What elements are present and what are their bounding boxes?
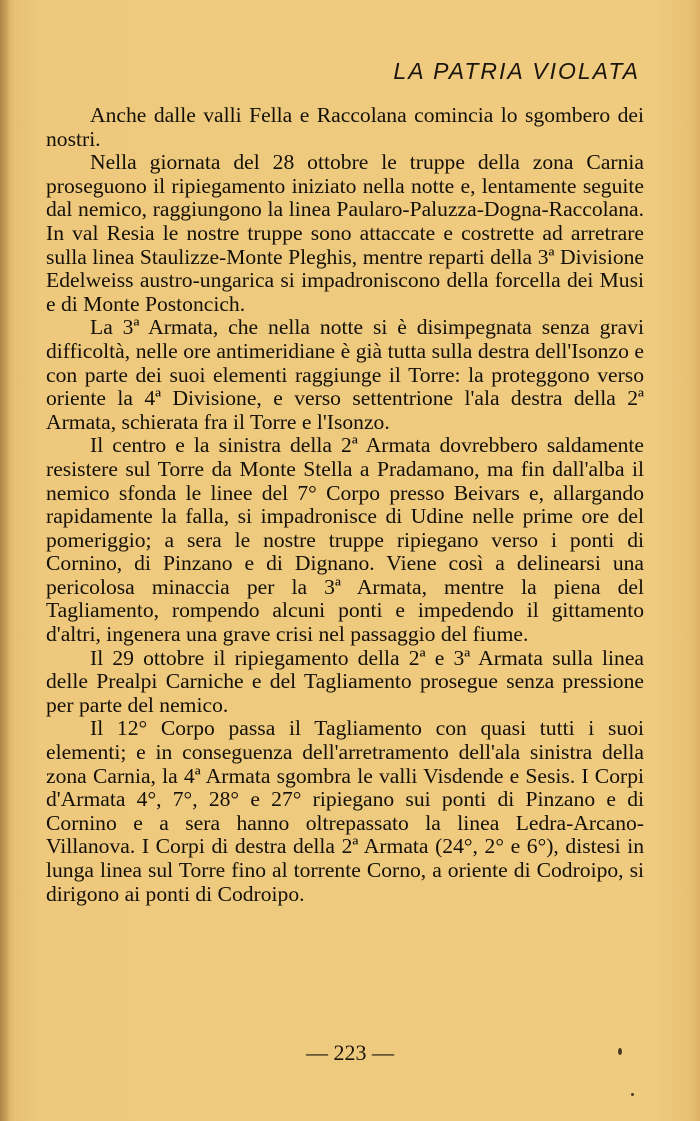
body-text: [46, 104, 644, 906]
paragraph: Nella giornata del 28 ottobre le truppe della zona Carnia proseguono il ripiegamento iniziato nella notte e, lentamente seguite dal nemico, raggiungono la linea Paularo-Paluzza-Dogna-Raccolana. In val Resia le nostre truppe sono attaccate e costrette ad arretrare sulla linea Staulizze-Monte Pleghis, mentre reparti della 3ª Divisione Edelweiss austro-ungarica si impadroniscono della forcella dei Musi e di Monte Postoncich.: [46, 150, 644, 316]
page-number: — 223 —: [306, 1040, 394, 1065]
paragraph: Il 29 ottobre il ripiegamento della 2ª e 3ª Armata sulla linea delle Prealpi Carniche e del Tagliamento prosegue senza pressione per parte del nemico.: [46, 645, 644, 717]
paragraph: Anche dalle valli Fella e Raccolana comincia lo sgombero dei nostri.: [46, 103, 644, 151]
paragraph: Il 12° Corpo passa il Tagliamento con quasi tutti i suoi elementi; e in conseguenza dell'arretramento dell'ala sinistra della zona Carnia, la 4ª Armata sgombra le valli Visdende e Sesis. I Corpi d'Armata 4°, 7°, 28° e 27° ripiegano sui ponti di Pinzano e di Cornino e a sera hanno oltrepassato la linea Ledra-Arcano-Villanova. I Corpi di destra della 2ª Armata (24°, 2° e 6°), distesi in lunga linea sul Torre fino al torrente Corno, a oriente di Codroipo, si dirigono ai ponti di Codroipo.: [46, 716, 644, 906]
ink-speck: [618, 1048, 622, 1055]
ink-speck: [631, 1093, 634, 1096]
binding-shadow: [0, 0, 10, 1121]
running-head: LA PATRIA VIOLATA: [393, 58, 640, 84]
paragraph: Il centro e la sinistra della 2ª Armata dovrebbero saldamente resistere sul Torre da Monte Stella a Pradamano, ma fin dall'alba il nemico sfonda le linee del 7° Corpo presso Beivars e, allargando rapidamente la falla, si impadronisce di Udine nelle prime ore del pomeriggio; a sera le nostre truppe ripiegano verso i ponti di Cornino, di Pinzano e di Dignano. Viene così a delinearsi una pericolosa minaccia per la 3ª Armata, mentre la piena del Tagliamento, rompendo alcuni ponti e impedendo il gittamento d'altri, ingenera una grave crisi nel passaggio del fiume.: [46, 433, 644, 647]
paragraph: La 3ª Armata, che nella notte si è disimpegnata senza gravi difficoltà, nelle ore antimeridiane è già tutta sulla destra dell'Isonzo e con parte dei suoi elementi raggiunge il Torre: la proteggono verso oriente la 4ª Divisione, e verso settentrione l'ala destra della 2ª Armata, schierata fra il Torre e l'Isonzo.: [46, 315, 644, 434]
